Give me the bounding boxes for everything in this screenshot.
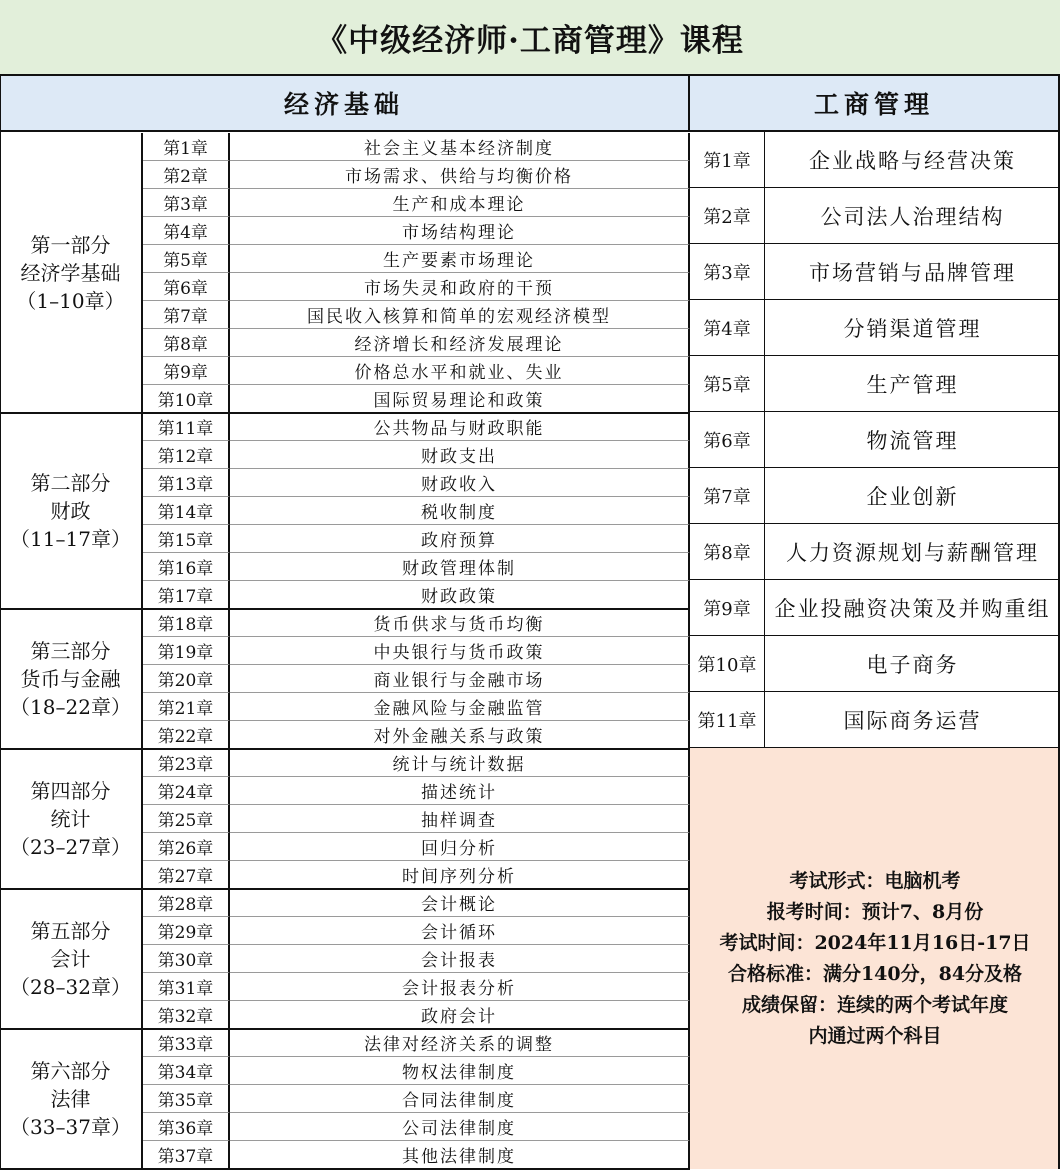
chapter-number: 第36章 <box>143 1113 230 1141</box>
biz-chapter-number: 第1章 <box>690 132 765 188</box>
chapter-number: 第32章 <box>143 1001 230 1029</box>
chapter-topic: 商业银行与金融市场 <box>230 665 690 693</box>
part-name: 第二部分 <box>30 471 111 495</box>
part-sub: 财政 <box>50 499 91 523</box>
chapter-number: 第25章 <box>143 805 230 833</box>
part-range: （23–27章） <box>10 835 131 859</box>
part-sub: 会计 <box>50 947 91 971</box>
part-sub: 经济学基础 <box>20 261 121 285</box>
chapter-number: 第7章 <box>143 301 230 329</box>
part-range: （1–10章） <box>16 289 125 313</box>
chapter-number: 第9章 <box>143 357 230 385</box>
biz-chapter-number: 第6章 <box>690 412 765 468</box>
chapter-number: 第22章 <box>143 721 230 749</box>
chapter-topic: 统计与统计数据 <box>230 749 690 777</box>
chapter-number: 第1章 <box>143 133 230 161</box>
part-sub: 统计 <box>50 807 91 831</box>
chapter-topic: 市场结构理论 <box>230 217 690 245</box>
chapter-topic: 回归分析 <box>230 833 690 861</box>
chapter-topic: 描述统计 <box>230 777 690 805</box>
registration-time: 报考时间：预计7、8月份 <box>766 900 984 923</box>
chapter-number: 第4章 <box>143 217 230 245</box>
chapter-topic: 金融风险与金融监管 <box>230 693 690 721</box>
chapter-number: 第24章 <box>143 777 230 805</box>
chapter-number: 第35章 <box>143 1085 230 1113</box>
exam-info-panel <box>690 748 1060 1169</box>
chapter-topic: 市场失灵和政府的干预 <box>230 273 690 301</box>
chapter-topic: 合同法律制度 <box>230 1085 690 1113</box>
biz-chapter-topic: 市场营销与品牌管理 <box>765 244 1060 300</box>
chapter-number: 第8章 <box>143 329 230 357</box>
pass-standard: 合格标准：满分140分，84分及格 <box>727 962 1023 985</box>
part-sub: 法律 <box>50 1087 91 1111</box>
biz-chapter-number: 第9章 <box>690 580 765 636</box>
chapter-topic: 货币供求与货币均衡 <box>230 609 690 637</box>
chapter-topic: 对外金融关系与政策 <box>230 721 690 749</box>
chapter-topic: 政府预算 <box>230 525 690 553</box>
chapter-topic: 生产要素市场理论 <box>230 245 690 273</box>
chapter-number: 第10章 <box>143 385 230 413</box>
chapter-number: 第33章 <box>143 1029 230 1057</box>
part-name: 第三部分 <box>30 639 111 663</box>
part-name: 第五部分 <box>30 919 111 943</box>
chapter-topic: 公共物品与财政职能 <box>230 413 690 441</box>
chapter-topic: 财政管理体制 <box>230 553 690 581</box>
chapter-number: 第12章 <box>143 441 230 469</box>
chapter-number: 第23章 <box>143 749 230 777</box>
chapter-number: 第20章 <box>143 665 230 693</box>
biz-chapter-number: 第2章 <box>690 188 765 244</box>
biz-chapter-topic: 国际商务运营 <box>765 692 1060 748</box>
chapter-topic: 税收制度 <box>230 497 690 525</box>
chapter-number: 第27章 <box>143 861 230 889</box>
exam-format: 考试形式：电脑机考 <box>789 869 961 892</box>
chapter-number: 第37章 <box>143 1141 230 1169</box>
chapter-number: 第30章 <box>143 945 230 973</box>
chapter-number: 第28章 <box>143 889 230 917</box>
chapter-topic: 会计循环 <box>230 917 690 945</box>
chapter-number: 第31章 <box>143 973 230 1001</box>
chapter-topic: 国际贸易理论和政策 <box>230 385 690 413</box>
chapter-number: 第14章 <box>143 497 230 525</box>
chapter-number: 第21章 <box>143 693 230 721</box>
chapter-number: 第16章 <box>143 553 230 581</box>
exam-date: 考试时间：2024年11月16日-17日 <box>719 931 1031 954</box>
chapter-number: 第15章 <box>143 525 230 553</box>
biz-chapter-topic: 电子商务 <box>765 636 1060 692</box>
part-range: （18–22章） <box>10 695 131 719</box>
biz-chapter-topic: 企业投融资决策及并购重组 <box>765 580 1060 636</box>
biz-header: 工商管理 <box>690 76 1060 132</box>
biz-chapter-number: 第3章 <box>690 244 765 300</box>
chapter-number: 第6章 <box>143 273 230 301</box>
biz-chapter-number: 第4章 <box>690 300 765 356</box>
biz-chapter-number: 第11章 <box>690 692 765 748</box>
chapter-number: 第13章 <box>143 469 230 497</box>
biz-chapter-topic: 人力资源规划与薪酬管理 <box>765 524 1060 580</box>
chapter-topic: 市场需求、供给与均衡价格 <box>230 161 690 189</box>
chapter-number: 第5章 <box>143 245 230 273</box>
chapter-topic: 会计概论 <box>230 889 690 917</box>
biz-chapter-number: 第5章 <box>690 356 765 412</box>
chapter-topic: 中央银行与货币政策 <box>230 637 690 665</box>
biz-chapter-topic: 公司法人治理结构 <box>765 188 1060 244</box>
chapter-topic: 法律对经济关系的调整 <box>230 1029 690 1057</box>
part-range: （33–37章） <box>10 1115 131 1139</box>
chapter-number: 第26章 <box>143 833 230 861</box>
chapter-topic: 生产和成本理论 <box>230 189 690 217</box>
chapter-topic: 时间序列分析 <box>230 861 690 889</box>
chapter-number: 第34章 <box>143 1057 230 1085</box>
biz-chapter-number: 第8章 <box>690 524 765 580</box>
part-range: （11–17章） <box>10 527 131 551</box>
chapter-topic: 会计报表分析 <box>230 973 690 1001</box>
score-retention-cont: 内通过两个科目 <box>808 1024 942 1047</box>
chapter-topic: 社会主义基本经济制度 <box>230 133 690 161</box>
page-title: 《中级经济师·工商管理》课程 <box>0 0 1060 76</box>
part-name: 第四部分 <box>30 779 111 803</box>
score-retention: 成绩保留：连续的两个考试年度 <box>741 993 1008 1016</box>
chapter-topic: 物权法律制度 <box>230 1057 690 1085</box>
chapter-topic: 会计报表 <box>230 945 690 973</box>
chapter-topic: 价格总水平和就业、失业 <box>230 357 690 385</box>
part-range: （28–32章） <box>10 975 131 999</box>
part-name: 第六部分 <box>30 1059 111 1083</box>
chapter-number: 第3章 <box>143 189 230 217</box>
chapter-topic: 政府会计 <box>230 1001 690 1029</box>
chapter-topic: 公司法律制度 <box>230 1113 690 1141</box>
biz-chapter-number: 第7章 <box>690 468 765 524</box>
chapter-number: 第2章 <box>143 161 230 189</box>
biz-chapter-topic: 物流管理 <box>765 412 1060 468</box>
part-name: 第一部分 <box>30 233 111 257</box>
biz-chapter-topic: 企业战略与经营决策 <box>765 132 1060 188</box>
chapter-number: 第11章 <box>143 413 230 441</box>
chapter-topic: 财政支出 <box>230 441 690 469</box>
chapter-topic: 经济增长和经济发展理论 <box>230 329 690 357</box>
chapter-number: 第17章 <box>143 581 230 609</box>
chapter-topic: 其他法律制度 <box>230 1141 690 1169</box>
biz-chapter-number: 第10章 <box>690 636 765 692</box>
biz-chapter-topic: 生产管理 <box>765 356 1060 412</box>
chapter-number: 第19章 <box>143 637 230 665</box>
chapter-number: 第18章 <box>143 609 230 637</box>
chapter-number: 第29章 <box>143 917 230 945</box>
biz-chapter-topic: 企业创新 <box>765 468 1060 524</box>
chapter-topic: 财政政策 <box>230 581 690 609</box>
econ-header: 经济基础 <box>0 76 690 132</box>
part-sub: 货币与金融 <box>20 667 121 691</box>
chapter-topic: 抽样调查 <box>230 805 690 833</box>
chapter-topic: 国民收入核算和简单的宏观经济模型 <box>230 301 690 329</box>
table-border-left <box>0 76 1 1169</box>
chapter-topic: 财政收入 <box>230 469 690 497</box>
biz-chapter-topic: 分销渠道管理 <box>765 300 1060 356</box>
